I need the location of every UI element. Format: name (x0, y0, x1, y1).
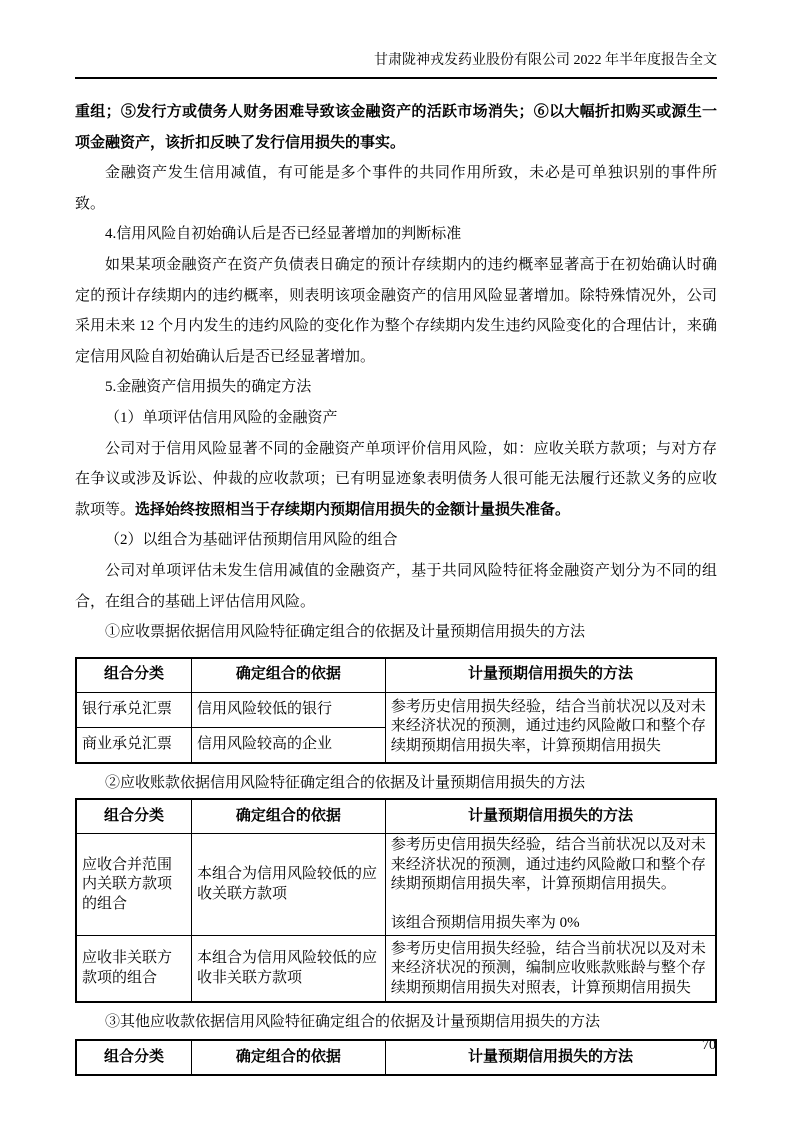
table-header-row (76, 799, 716, 834)
cell-category: 应收合并范围内关联方款项的组合 (76, 834, 191, 936)
notes-receivable-table (75, 657, 717, 764)
heading-credit-risk-increase: 4.信用风险自初始确认后是否已经显著增加的判断标准 (105, 226, 462, 243)
accounts-receivable-table (75, 798, 717, 1003)
paragraph-default-probability: 如果某项金融资产在资产负债表日确定的预计存续期内的违约概率显著高于在初始确认时确定的预计存续期内的违约概率，则表明该项金融资产的信用风险显著增加。除特殊情况外，公司采用未来 12 个月内发生的违约风险的变化作为整个存续期内发生违约风险变化的合理估计，来确定信用风险自初始确认后是否已经显著增加。 (75, 256, 717, 365)
header-cell-method: 计量预期信用损失的方法 (385, 799, 716, 834)
cell-category: 商业承兑汇票 (76, 727, 191, 763)
header-title: 甘肃陇神戎发药业股份有限公司 2022 年半年度报告全文 (374, 53, 717, 68)
header-cell-basis: 确定组合的依据 (191, 1040, 385, 1075)
page-number: 70 (702, 1038, 716, 1053)
header-cell-method: 计量预期信用损失的方法 (385, 658, 716, 693)
table-header-row (76, 1040, 716, 1075)
header-cell-category: 组合分类 (76, 658, 191, 693)
cell-category: 应收非关联方款项的组合 (76, 936, 191, 1003)
table-header-row (76, 658, 716, 693)
cell-basis: 本组合为信用风险较低的应收非关联方款项 (191, 936, 385, 1003)
paragraph-individual-assessment-text: 公司对于信用风险显著不同的金融资产单项评价信用风险，如：应收关联方款项；与对方存在争议或涉及诉讼、仲裁的应收款项；已有明显迹象表明债务人很可能无法履行还款义务的应收款项等。 (75, 440, 717, 518)
heading-notes-receivable-table: ①应收票据依据信用风险特征确定组合的依据及计量预期信用损失的方法 (105, 624, 586, 641)
method-loss-rate-line: 该组合预期信用损失率为 0% (390, 914, 580, 931)
cell-basis: 本组合为信用风险较低的应收关联方款项 (191, 834, 385, 936)
paragraph-restructuring: 重组；⑤发行方或债务人财务困难导致该金融资产的活跃市场消失；⑥以大幅折扣购买或源生一项金融资产，该折扣反映了发行信用损失的事实。 (75, 104, 717, 151)
table-row (76, 834, 716, 936)
cell-category: 银行承兑汇票 (76, 692, 191, 727)
page-header (75, 0, 717, 79)
cell-method: 参考历史信用损失经验，结合当前状况以及对未来经济状况的预测，编制应收账款账龄与整个存续期预期信用损失对照表，计算预期信用损失 (385, 936, 716, 1003)
method-text-line: 参考历史信用损失经验，结合当前状况以及对未来经济状况的预测，通过违约风险敞口和整个存续期预期信用损失率，计算预期信用损失。 (390, 837, 706, 893)
heading-accounts-receivable-table: ②应收账款依据信用风险特征确定组合的依据及计量预期信用损失的方法 (105, 774, 586, 791)
cell-method-merged: 参考历史信用损失经验，结合当前状况以及对未来经济状况的预测，通过违约风险敞口和整个存续期预期信用损失率，计算预期信用损失 (385, 692, 716, 763)
paragraph-individual-assessment-bold: 选择始终按照相当于存续期内预期信用损失的金额计量损失准备。 (135, 501, 571, 518)
heading-credit-loss-method: 5.金融资产信用损失的确定方法 (105, 379, 312, 396)
table-row (76, 692, 716, 727)
other-receivables-table (75, 1039, 717, 1076)
document-body (75, 97, 717, 1076)
heading-other-receivables-table: ③其他应收款依据信用风险特征确定组合的依据及计量预期信用损失的方法 (105, 1014, 601, 1031)
paragraph-impairment-events: 金融资产发生信用减值，有可能是多个事件的共同作用所致，未必是可单独识别的事件所致。 (75, 165, 717, 212)
paragraph-portfolio-basis: 公司对单项评估未发生信用减值的金融资产，基于共同风险特征将金融资产划分为不同的组合，在组合的基础上评估信用风险。 (75, 562, 717, 610)
cell-basis: 信用风险较高的企业 (191, 727, 385, 763)
header-cell-basis: 确定组合的依据 (191, 799, 385, 834)
heading-individual-assessment: （1）单项评估信用风险的金融资产 (105, 409, 338, 426)
header-cell-category: 组合分类 (76, 1040, 191, 1075)
header-cell-method: 计量预期信用损失的方法 (385, 1040, 716, 1075)
paragraph-individual-assessment (75, 434, 717, 526)
heading-portfolio-assessment: （2）以组合为基础评估预期信用风险的组合 (105, 532, 398, 549)
header-cell-basis: 确定组合的依据 (191, 658, 385, 693)
header-cell-category: 组合分类 (76, 799, 191, 834)
cell-basis: 信用风险较低的银行 (191, 692, 385, 727)
table-row (76, 936, 716, 1003)
cell-method (385, 834, 716, 936)
